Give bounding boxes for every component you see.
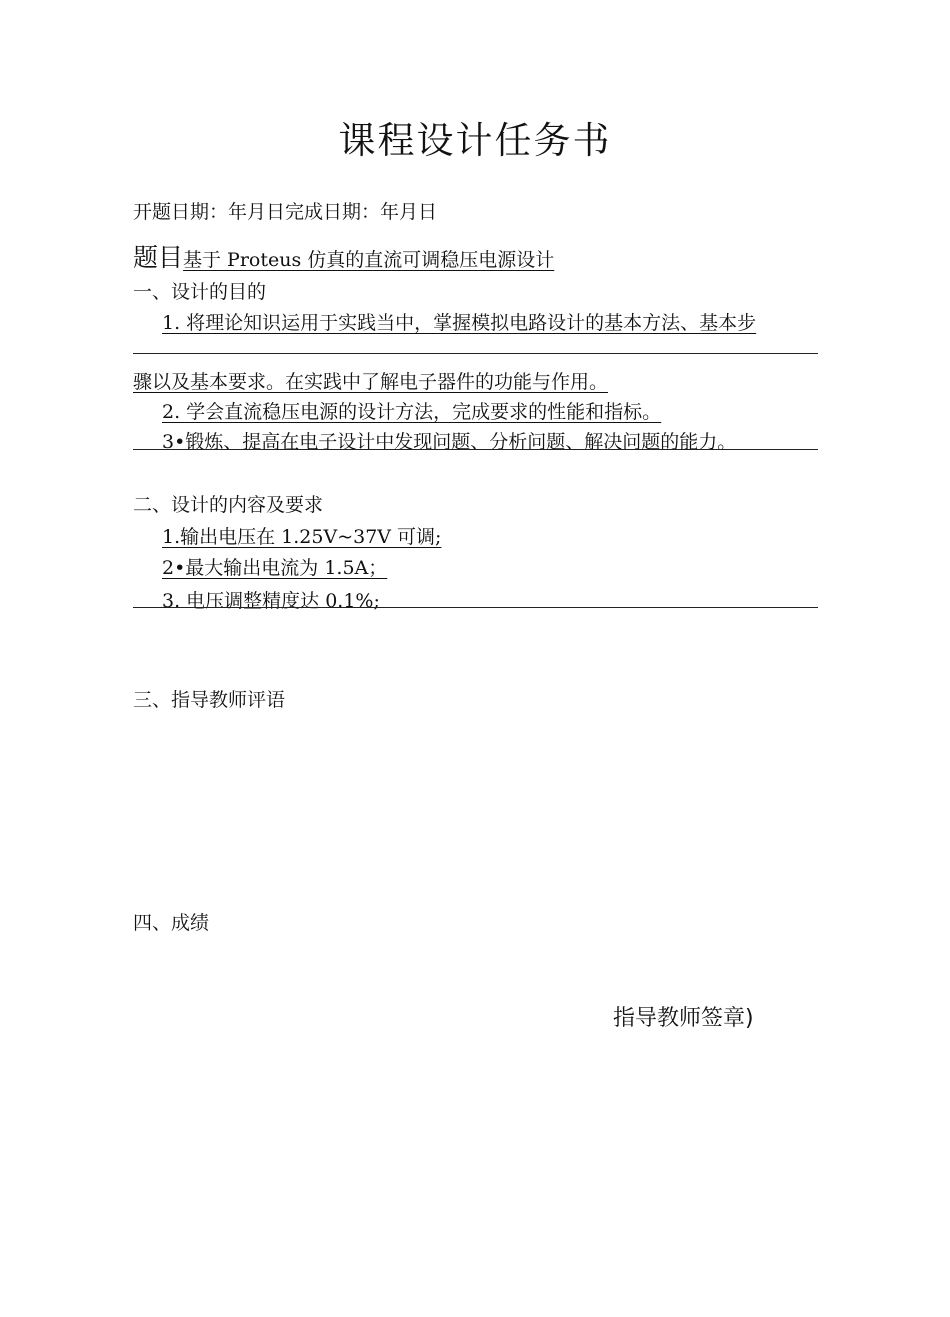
underline-rule [133, 607, 818, 608]
supervisor-signature: 指导教师签章) [613, 1006, 754, 1031]
document-title: 课程设计任务书 [338, 119, 612, 162]
section3-heading: 三、指导教师评语 [133, 689, 286, 711]
section1-item1-line2: 骤以及基本要求。在实践中了解电子器件的功能与作用。 [133, 371, 609, 393]
underline-rule [133, 449, 818, 450]
section2-item2: 2•最大输出电流为 1.5A； [162, 557, 388, 579]
section1-item2: 2. 学会直流稳压电源的设计方法，完成要求的性能和指标。 [162, 401, 662, 423]
section2-heading: 二、设计的内容及要求 [133, 494, 324, 516]
section4-heading: 四、成绩 [133, 912, 210, 934]
dates-line: 开题日期：年月日完成日期：年月日 [133, 201, 438, 223]
section2-item3: 3. 电压调整精度达 0.1%; [162, 590, 380, 612]
section1-heading: 一、设计的目的 [133, 281, 267, 303]
section2-item1: 1.输出电压在 1.25V~37V 可调; [162, 526, 442, 548]
topic-line [133, 238, 554, 274]
topic-label: 题目 [133, 243, 184, 272]
underline-rule [133, 353, 818, 354]
section1-item3: 3•锻炼、提高在电子设计中发现问题、分析问题、解决问题的能力。 [162, 431, 737, 453]
topic-value: 基于 Proteus 仿真的直流可调稳压电源设计 [183, 249, 555, 271]
section1-item1-line1: 1. 将理论知识运用于实践当中，掌握模拟电路设计的基本方法、基本步 [162, 312, 757, 334]
